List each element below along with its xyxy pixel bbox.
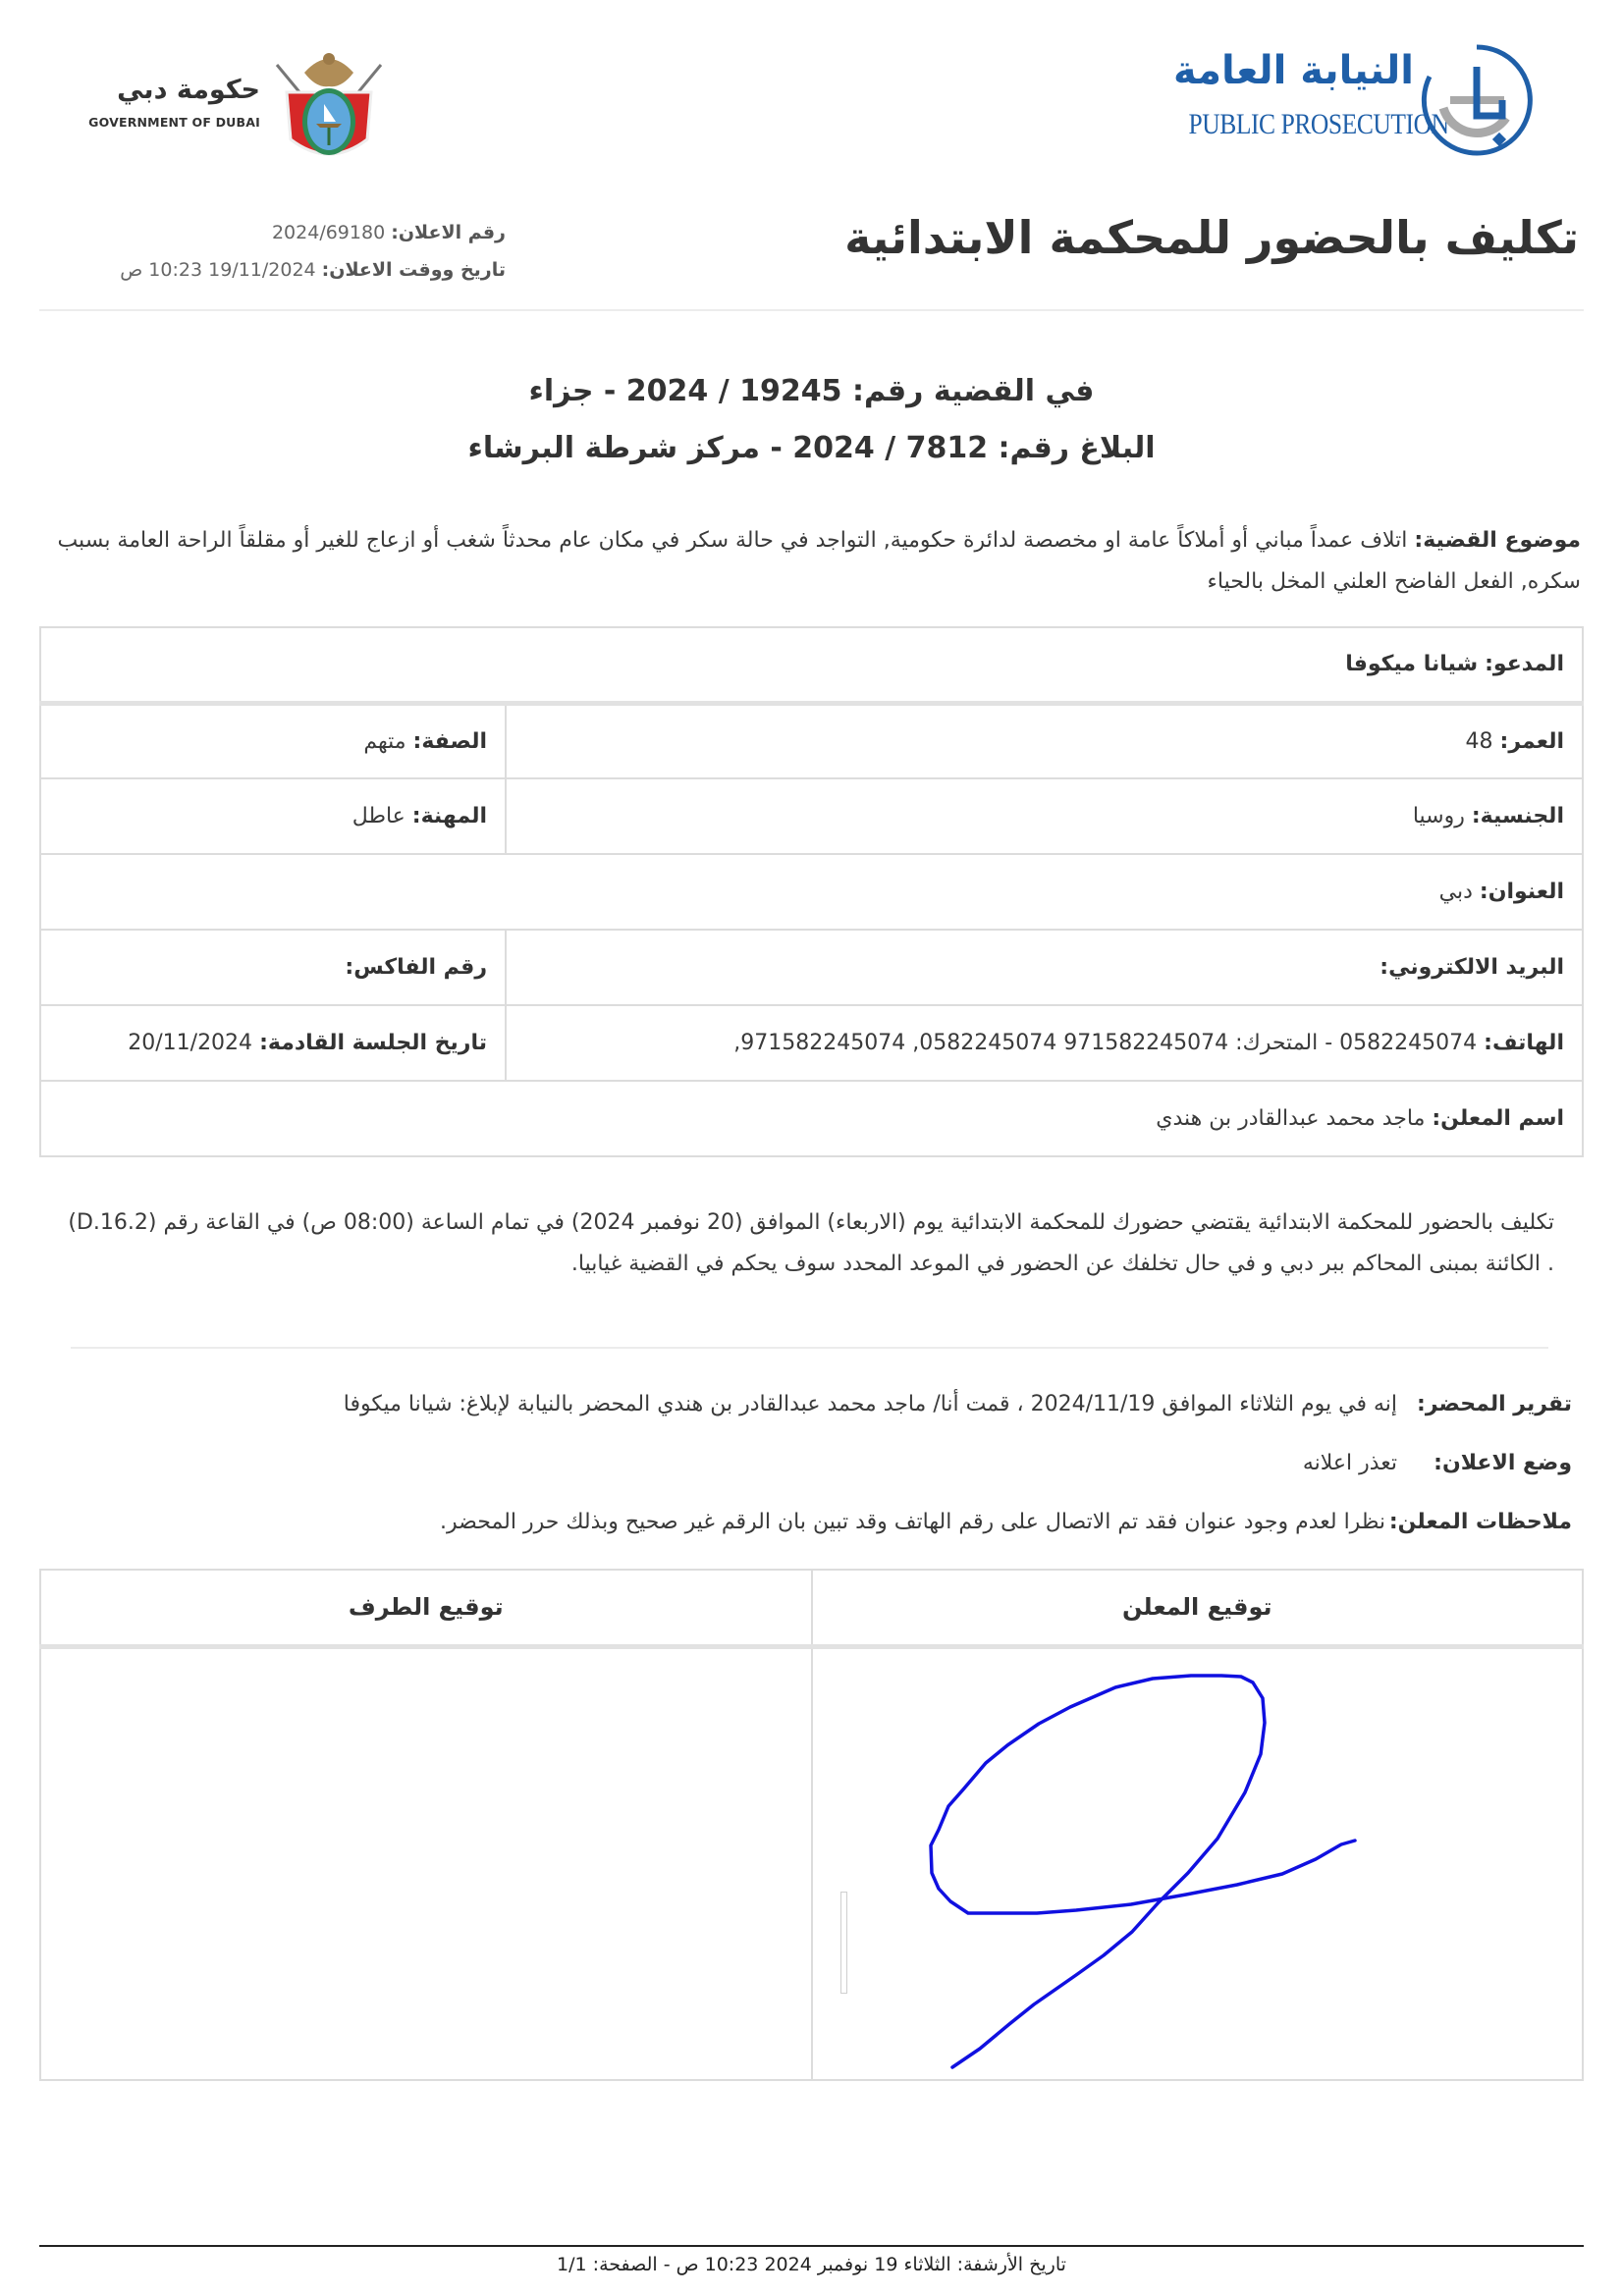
invitee-name: شيانا ميكوفا — [1345, 652, 1479, 677]
table-row — [40, 1570, 1583, 1646]
announcement-datetime-row — [118, 251, 506, 289]
announcement-number: 2024/69180 — [271, 222, 386, 243]
fax-label: رقم الفاكس: — [345, 955, 487, 980]
age-value: 48 — [1465, 728, 1493, 754]
party-signature-cell — [40, 1646, 812, 2080]
invitee-label: المدعو: — [1485, 652, 1564, 677]
announcement-number-row — [118, 214, 506, 251]
footer-divider — [39, 2245, 1584, 2247]
status-label: وضع الاعلان: — [1434, 1451, 1572, 1475]
case-subject — [39, 520, 1581, 603]
address-cell — [40, 854, 1583, 930]
occupation-label: المهنة: — [411, 804, 487, 828]
table-row — [40, 627, 1583, 703]
table-row — [40, 1081, 1583, 1156]
status-row — [40, 1451, 1572, 1510]
phone-cell — [506, 1005, 1583, 1081]
next-session-value: 20/11/2024 — [128, 1031, 253, 1055]
age-cell — [506, 703, 1583, 778]
table-row — [40, 778, 1583, 854]
announcement-meta — [118, 214, 506, 289]
summons-notice: تكليف بالحضور للمحكمة الابتدائية يقتضي حضورك للمحكمة الابتدائية يوم (الاربعاء) الموافق (20 نوفمبر 2024) في تمام الساعة (08:00 ص) في القاعة رقم (D.16.2) . الكائنة بمبنى المحاكم ببر دبي و في حال تخلفك عن الحضور في الموعد المحدد سوف يحكم في القضية غيابيا. — [68, 1210, 1554, 1276]
announcer-label: اسم المعلن: — [1432, 1106, 1564, 1131]
case-subject-label: موضوع القضية: — [1414, 528, 1581, 553]
minutes-text: إنه في يوم الثلاثاء الموافق 2024/11/19 ، قمت أنا/ ماجد محمد عبدالقادر بن هندي المحضر بالنيابة لإبلاغ: شيانا ميكوفا — [343, 1392, 1397, 1416]
address-value: دبي — [1438, 880, 1473, 904]
next-session-cell — [40, 1005, 506, 1081]
dubai-emblem-icon — [265, 43, 393, 169]
party-info-table — [39, 626, 1584, 1157]
minutes-row — [40, 1392, 1572, 1451]
report-number-line: البلاغ رقم: 7812 / 2024 - مركز شرطة البرشاء — [467, 431, 1156, 465]
case-number-line: في القضية رقم: 19245 / 2024 - جزاء — [528, 374, 1095, 408]
government-english-name: GOVERNMENT OF DUBAI — [88, 115, 260, 130]
government-of-dubai-logo — [64, 39, 388, 172]
prosecution-emblem-icon — [1416, 39, 1539, 162]
capacity-value: متهم — [363, 728, 406, 754]
table-row — [40, 1646, 1583, 2080]
announcer-signature-cell — [812, 1646, 1584, 2080]
government-arabic-name: حكومة دبي — [117, 75, 260, 105]
announcement-datetime-label: تاريخ ووقت الاعلان: — [321, 259, 506, 281]
table-row — [40, 854, 1583, 930]
case-heading — [0, 363, 1623, 477]
announcer-cell — [40, 1081, 1583, 1156]
section-divider — [71, 1347, 1548, 1349]
announcement-datetime: 19/11/2024 10:23 ص — [120, 259, 316, 281]
phone-value: 0582245074 - المتحرك: 971582245074 0582245074, 971582245074, — [733, 1031, 1478, 1055]
invitee-cell — [40, 627, 1583, 703]
header-divider — [39, 309, 1584, 311]
announcement-number-label: رقم الاعلان: — [391, 222, 506, 243]
document-title: تكليف بالحضور للمحكمة الابتدائية — [844, 211, 1579, 264]
public-prosecution-english-name: PUBLIC PROSECUTION — [1188, 108, 1449, 140]
notes-row — [40, 1510, 1572, 1569]
announcer-name: ماجد محمد عبدالقادر بن هندي — [1156, 1106, 1426, 1131]
handwritten-signature-icon — [813, 1649, 1583, 2083]
email-label: البريد الالكتروني: — [1380, 955, 1564, 980]
age-label: العمر: — [1499, 728, 1564, 754]
email-cell — [506, 930, 1583, 1005]
minutes-label: تقرير المحضر: — [1417, 1392, 1572, 1416]
party-signature-header: توقيع الطرف — [40, 1570, 812, 1646]
table-row — [40, 703, 1583, 778]
nationality-value: روسيا — [1412, 804, 1465, 828]
occupation-cell — [40, 778, 506, 854]
occupation-value: عاطل — [352, 804, 406, 828]
archive-footer: تاريخ الأرشفة: الثلاثاء 19 نوفمبر 2024 10:23 ص - الصفحة: 1/1 — [557, 2254, 1066, 2275]
notes-text: نظرا لعدم وجود عنوان فقد تم الاتصال على رقم الهاتف وقد تبين بان الرقم غير صحيح وبذلك حرر المحضر. — [440, 1510, 1385, 1534]
table-row — [40, 1005, 1583, 1081]
status-text: تعذر اعلانه — [1302, 1451, 1397, 1475]
capacity-label: الصفة: — [412, 728, 487, 754]
capacity-cell — [40, 703, 506, 778]
address-label: العنوان: — [1479, 880, 1564, 904]
case-subject-text: اتلاف عمداً مباني أو أملاكاً عامة او مخصصة لدائرة حكومية, التواجد في حالة سكر في مكان عام محدثاً شغب أو ازعاج للغير أو مقلقاً الراحة العامة بسبب سكره, الفعل الفاضح العلني المخل بالحياء — [57, 528, 1581, 594]
public-prosecution-logo — [1149, 39, 1542, 162]
phone-label: الهاتف: — [1484, 1031, 1564, 1055]
table-row — [40, 930, 1583, 1005]
public-prosecution-arabic-name: النيابة العامة — [1173, 48, 1414, 93]
minutes-report — [40, 1392, 1572, 1569]
next-session-label: تاريخ الجلسة القادمة: — [259, 1031, 487, 1055]
signatures-table — [39, 1569, 1584, 2081]
nationality-cell — [506, 778, 1583, 854]
notes-label: ملاحظات المعلن: — [1388, 1510, 1572, 1534]
nationality-label: الجنسية: — [1471, 804, 1564, 828]
fax-cell — [40, 930, 506, 1005]
announcer-signature-header: توقيع المعلن — [812, 1570, 1584, 1646]
